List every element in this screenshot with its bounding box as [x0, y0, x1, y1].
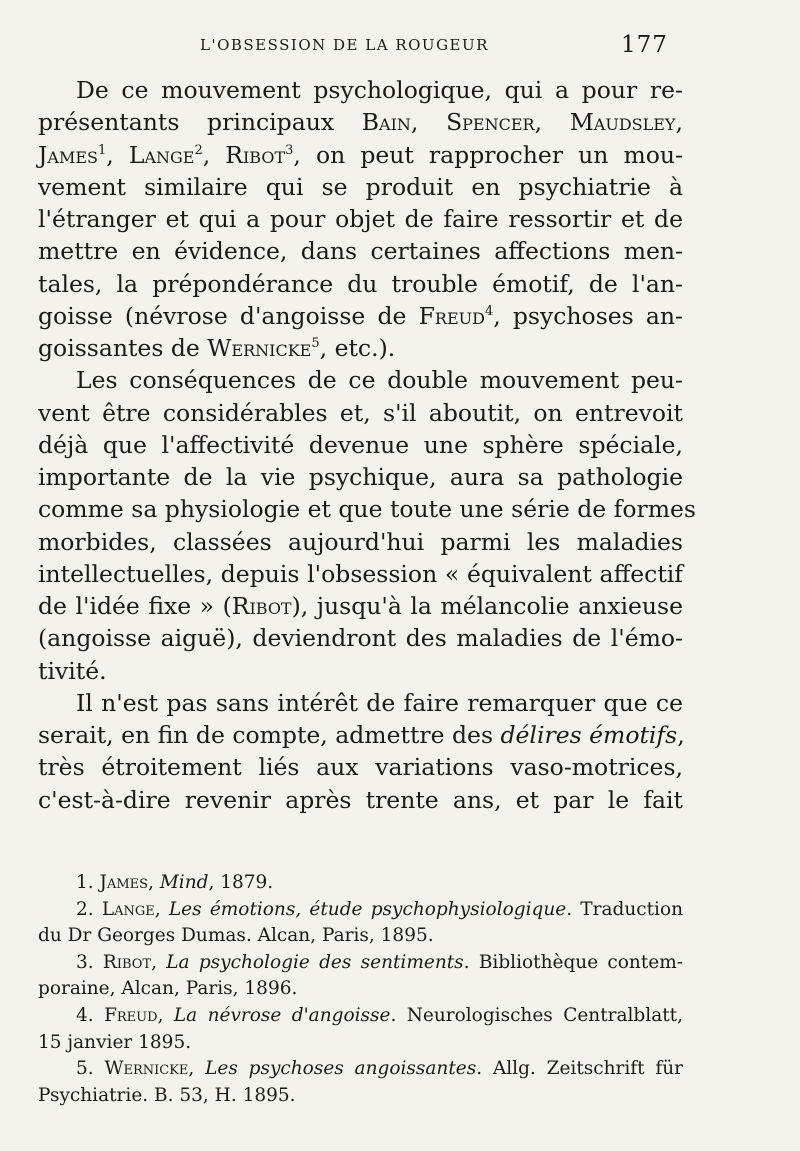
text-line: très étroitement liés aux variations vaso-motrices, [38, 753, 683, 782]
text-line: l'étranger et qui a pour objet de faire ressortir et de [38, 205, 683, 233]
footnote: 4. Freud, La névrose d'angoisse. Neurologisches Centralblatt, [76, 1004, 683, 1026]
text-line: comme sa physiologie et que toute une série de formes [38, 495, 696, 524]
text-line: c'est-à-dire revenir après trente ans, et par le fait [38, 785, 683, 814]
footnotes [38, 870, 683, 1109]
footnote-ref: 5 [311, 336, 320, 352]
text-line: de l'idée fixe » (Ribot), jusqu'à la mélancolie anxieuse [38, 592, 683, 620]
text-line: De ce mouvement psychologique, qui a pour re- [76, 76, 683, 104]
text-line: vent être considérables et, s'il aboutit, on entrevoit [38, 398, 683, 427]
page-number: 177 [621, 32, 668, 58]
footnote: 3. Ribot, La psychologie des sentiments. Bibliothèque contem- [76, 951, 684, 973]
running-title: L'OBSESSION DE LA ROUGEUR [200, 36, 489, 54]
text-line: goisse (névrose d'angoisse de Freud$^4$, psychoses an- [38, 301, 683, 330]
text-line: serait, en fin de compte, admettre des délires émotifs, [38, 721, 685, 749]
text-line: mettre en évidence, dans certaines affections men- [38, 237, 683, 266]
body-text [38, 74, 696, 816]
footnote-continuation: du Dr Georges Dumas. Alcan, Paris, 1895. [38, 925, 434, 947]
text-line: tales, la prépondérance du trouble émotif, de l'an- [38, 269, 683, 298]
footnote-ref: 4 [484, 303, 494, 319]
footnote: 1. James, Mind, 1879. [76, 872, 274, 893]
text-line: déjà que l'affectivité devenue une sphère spéciale, [38, 430, 683, 459]
text-line: (angoisse aiguë), deviendront des maladies de l'émo- [38, 624, 683, 653]
footnote-ref: 2 [194, 142, 203, 158]
text-line: James$^1$, Lange$^2$, Ribot$^3$, on peut rapprocher un mou- [38, 140, 683, 169]
footnote-ref: 3 [285, 142, 294, 158]
running-head [0, 30, 800, 60]
text-line: vement similaire qui se produit en psychiatrie à [38, 172, 683, 201]
footnote: 5. Wernicke, Les psychoses angoissantes. Allg. Zeitschrift für [76, 1058, 683, 1080]
footnote-continuation: poraine, Alcan, Paris, 1896. [38, 978, 298, 1000]
text-line: présentants principaux Bain, Spencer, Maudsley, [38, 108, 683, 137]
text-line: goissantes de Wernicke$^5$, etc.). [38, 334, 396, 362]
footnote-ref: 1 [98, 142, 107, 158]
text-line: intellectuelles, depuis l'obsession « équivalent affectif [38, 559, 683, 588]
text-line: importante de la vie psychique, aura sa pathologie [38, 463, 683, 491]
footnote: 2. Lange, Les émotions, étude psychophysiologique. Traduction [76, 898, 684, 920]
text-line: morbides, classées aujourd'hui parmi les maladies [38, 527, 683, 556]
footnote-continuation: Psychiatrie. B. 53, H. 1895. [38, 1084, 296, 1106]
text-line: tivité. [38, 656, 107, 685]
text-line: Il n'est pas sans intérêt de faire remarquer que ce [76, 688, 683, 717]
footnote-continuation: 15 janvier 1895. [38, 1031, 192, 1053]
text-line: Les conséquences de ce double mouvement peu- [76, 366, 683, 395]
